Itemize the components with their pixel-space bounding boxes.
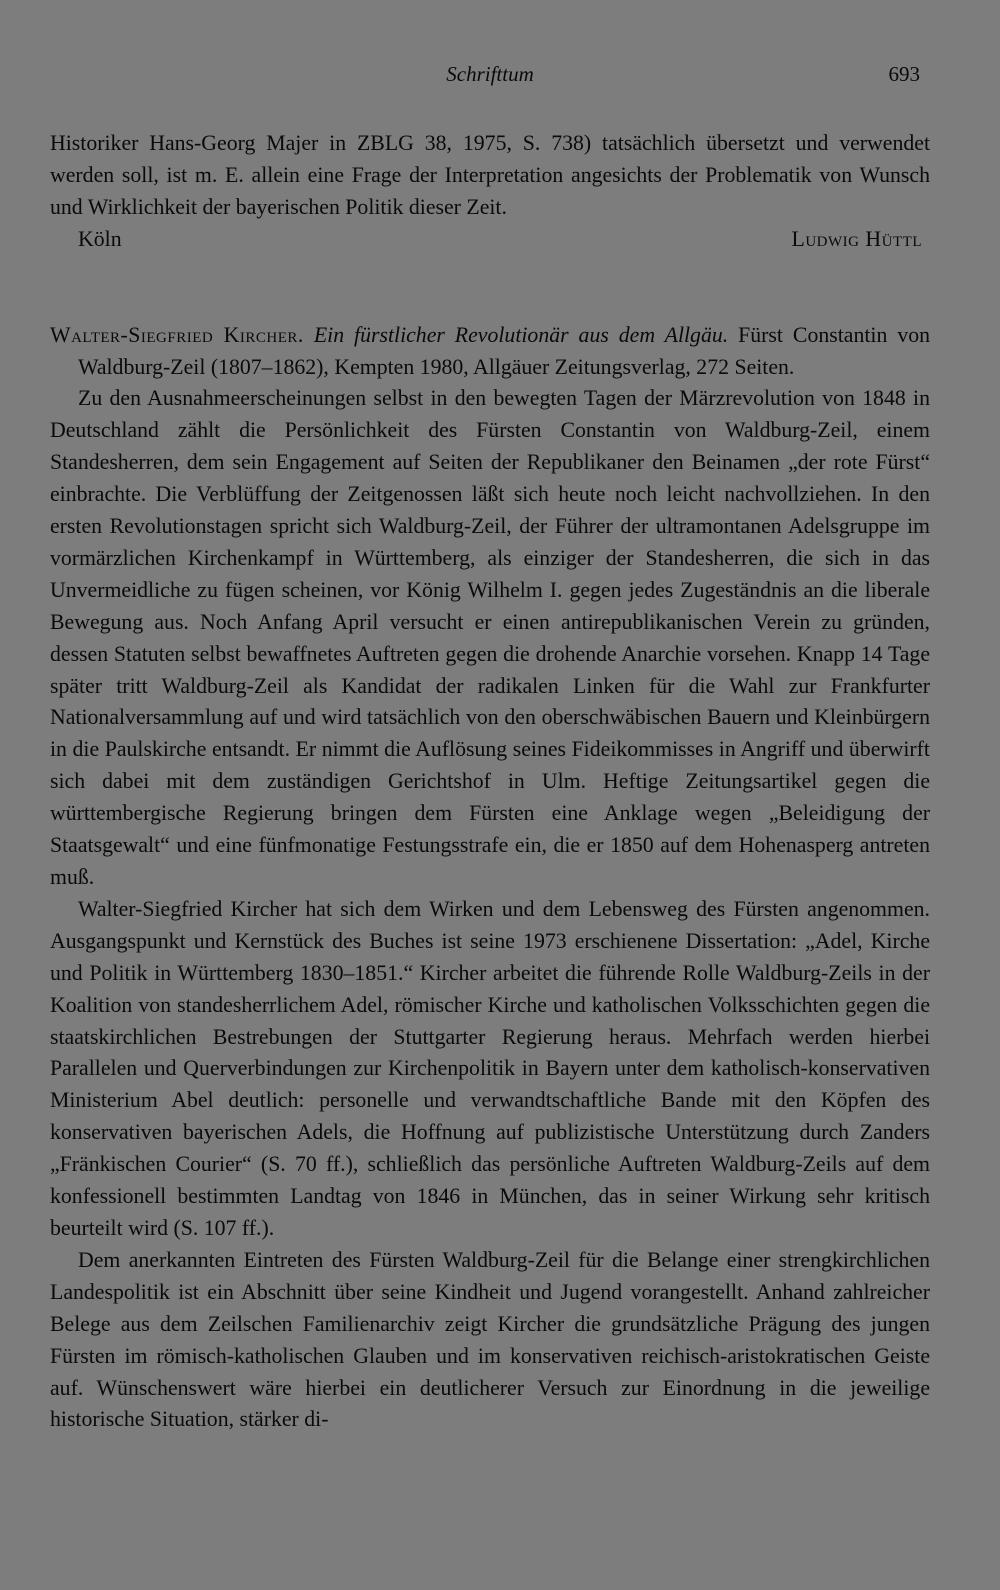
review-paragraph-3: Dem anerkannten Eintreten des Fürsten Waldburg-Zeil für die Belange einer strengkirchlichen Landespolitik ist ein Abschnitt über seine Kindheit und Jugend vorangestellt. Anhand zahlreicher Belege aus dem Zeilschen Familienarchiv zeigt Kircher die grundsätzliche Prägung des jungen Fürsten im römisch-katholischen Glauben und im konservativen reichisch-aristokratischen Geiste auf. Wünschenswert wäre hierbei ein deutlicherer Versuch zur Einordnung in die jeweilige historische Situation, stärker di- (50, 1247, 930, 1432)
page-number: 693 (888, 62, 920, 86)
body-text (50, 128, 930, 1436)
review-paragraph-1: Zu den Ausnahmeerscheinungen selbst in den bewegten Tagen der Märzrevolution von 1848 in Deutschland zählt die Persönlichkeit des Fürsten Constantin von Waldburg-Zeil, einem Standesherren, dem sein Engagement auf Seiten der Republikaner den Beinamen „der rote Fürst“ einbrachte. Die Verblüffung der Zeitgenossen läßt sich heute noch leicht nachvollziehen. In den ersten Revolutionstagen spricht sich Waldburg-Zeil, der Führer der ultramontanen Adelsgruppe im vormärzlichen Kirchenkampf in Württemberg, als einziger der Standesherren, die sich in das Unvermeidliche zu fügen scheinen, vor König Wilhelm I. gegen jedes Zugeständnis an die liberale Bewegung aus. Noch Anfang April versucht er einen antirepublikanischen Verein zu gründen, dessen Statuten selbst bewaffnetes Auftreten gegen die drohende Anarchie vorsehen. Knapp 14 Tage später tritt Waldburg-Zeil als Kandidat der radikalen Linken für die Wahl zur Frankfurter Nationalversammlung auf und wird tatsächlich von den oberschwäbischen Bauern und Kleinbürgern in die Paulskirche entsandt. Er nimmt die Auflösung seines Fideikommisses in Angriff und überwirft sich dabei mit dem zuständigen Gerichtshof in Ulm. Heftige Zeitungsartikel gegen die württembergische Regierung bringen dem Fürsten eine Anklage wegen „Beleidigung der Staatsgewalt“ und eine fünfmonatige Festungsstrafe ein, die er 1850 auf dem Hohenasperg antreten muß. (50, 386, 930, 890)
continuation-paragraph: Historiker Hans-Georg Majer in ZBLG 38, 1975, S. 738) tatsächlich übersetzt und verwendet werden soll, ist m. E. allein eine Frage der Interpretation angesichts der Problematik von Wunsch und Wirklichkeit der bayerischen Politik dieser Zeit. (50, 131, 930, 219)
signature-place: Köln (78, 226, 122, 251)
review-citation (50, 320, 930, 384)
signature-line (50, 224, 930, 256)
section-gap (50, 256, 930, 320)
review-book-details: Fürst Constantin von Waldburg-Zeil (1807–1862), Kempten 1980, Allgäuer Zeitungsverlag, 272 Seiten. (78, 322, 931, 379)
review-author: Walter-Siegfried Kircher. (50, 322, 304, 347)
running-title: Schrifttum (446, 62, 534, 86)
running-head (50, 62, 930, 92)
review-book-title: Ein fürstlicher Revolutionär aus dem Allgäu. (313, 322, 729, 347)
signature-author: Ludwig Hüttl (791, 226, 922, 251)
review-paragraph-2: Walter-Siegfried Kircher hat sich dem Wirken und dem Lebensweg des Fürsten angenommen. Ausgangspunkt und Kernstück des Buches ist seine 1973 erschienene Dissertation: „Adel, Kirche und Politik in Württemberg 1830–1851.“ Kircher arbeitet die führende Rolle Waldburg-Zeils in der Koalition von standesherrlichem Adel, römischer Kirche und katholischen Volksschichten gegen die staatskirchlichen Bestrebungen der Stuttgarter Regierung heraus. Mehrfach werden hierbei Parallelen und Querverbindungen zur Kirchenpolitik in Bayern unter dem katholisch-konservativen Ministerium Abel deutlich: personelle und verwandtschaftliche Bande mit den Köpfen des konservativen bayerischen Adels, die Hoffnung auf publizistische Unterstützung durch Zanders „Fränkischen Courier“ (S. 70 ff.), schließlich das persönliche Auftreten Waldburg-Zeils auf dem konfessionell bestimmten Landtag von 1846 in München, das in seiner Wirkung sehr kritisch beurteilt wird (S. 107 ff.). (50, 896, 930, 1240)
